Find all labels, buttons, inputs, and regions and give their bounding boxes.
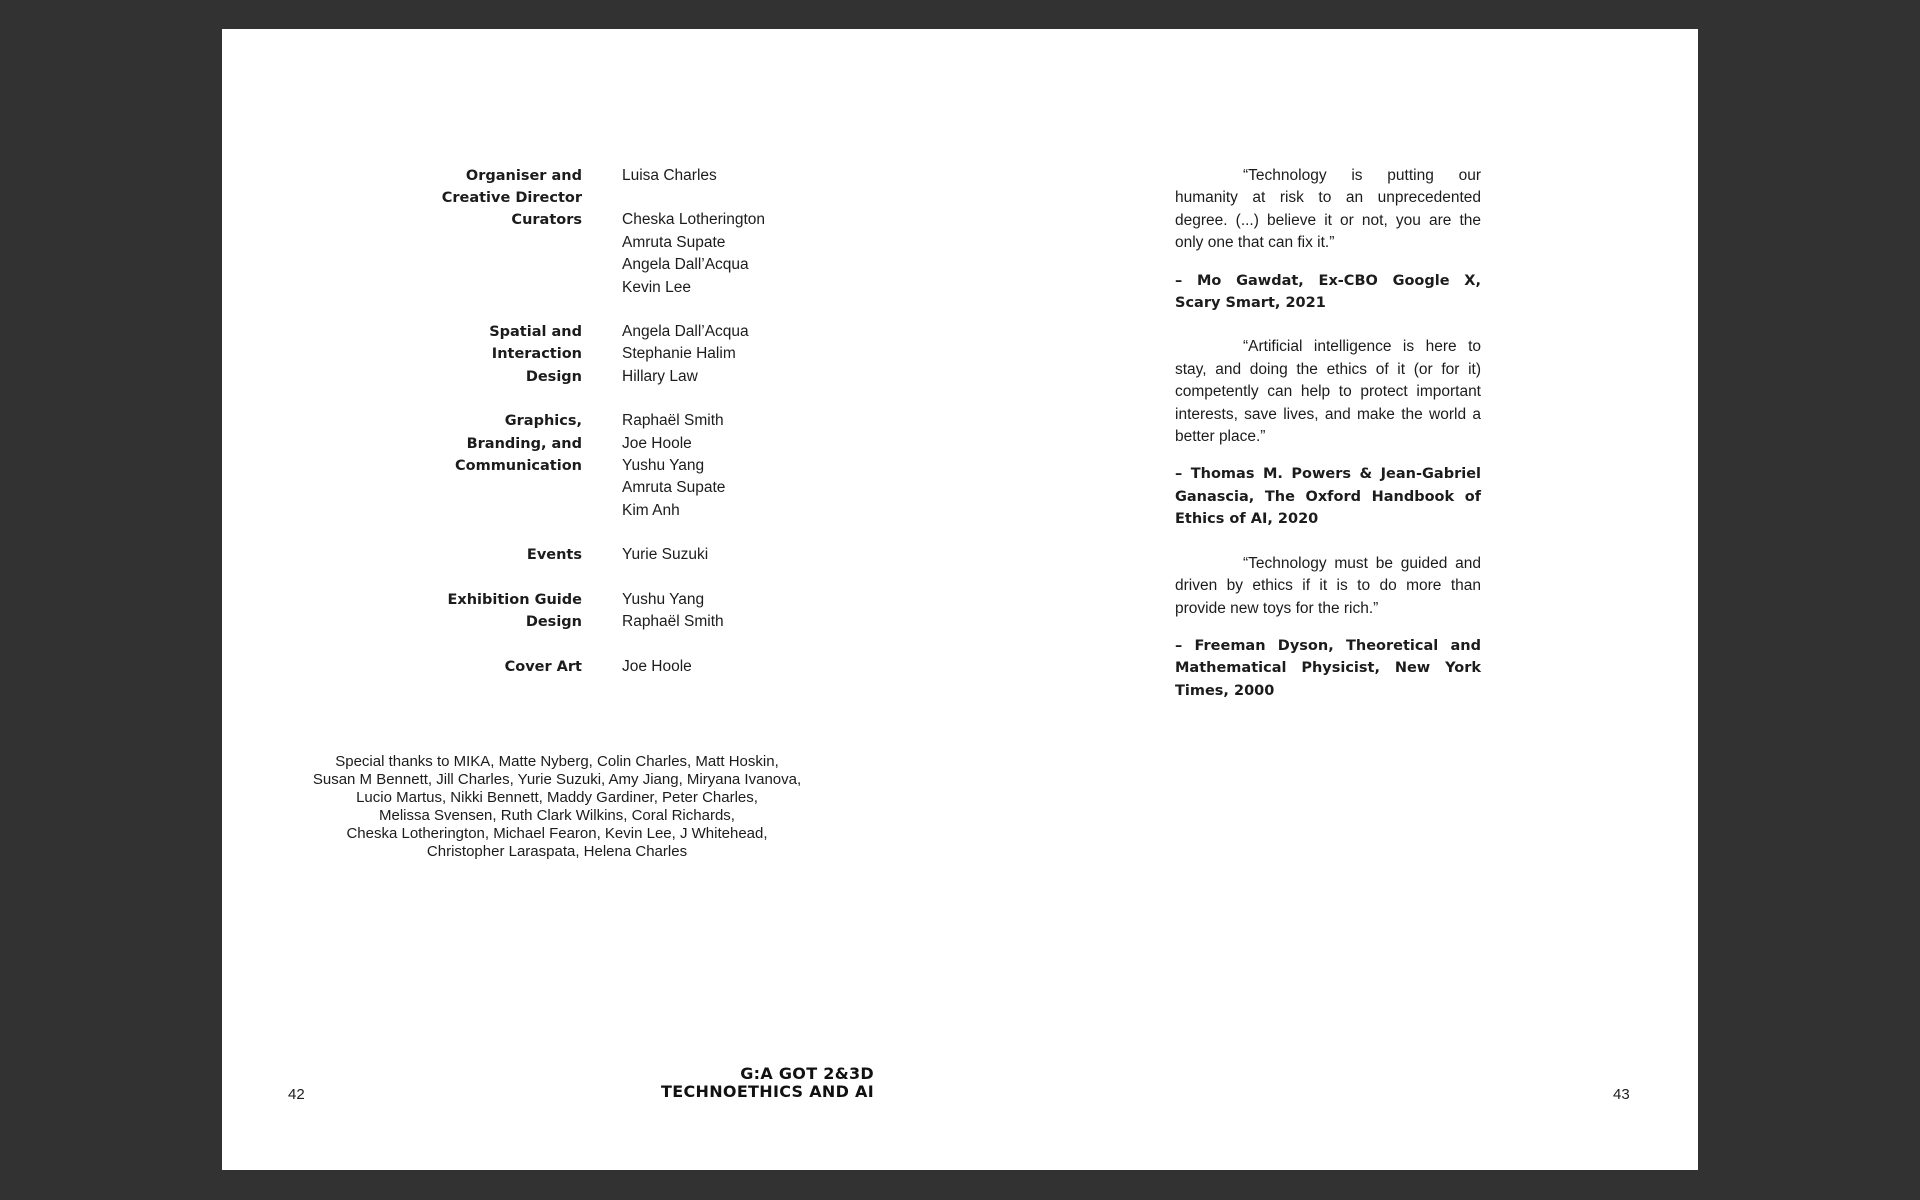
footer-title-line2: TECHNOETHICS AND AI: [661, 1082, 874, 1101]
credit-name: Yushu Yang: [622, 457, 705, 475]
credits-list: [222, 165, 1122, 700]
quote-block: [1175, 336, 1481, 530]
credit-role: Graphics, Branding, and Communication: [454, 413, 582, 475]
credit-name: Kevin Lee: [622, 278, 691, 296]
credit-names: [622, 589, 1122, 634]
credit-row: [222, 656, 1122, 678]
quote-attribution: – Mo Gawdat, Ex-CBO Google X, Scary Smart, 2021: [1175, 272, 1481, 312]
credit-name: Yushu Yang: [622, 590, 705, 608]
credit-names: [622, 656, 1122, 678]
credit-row: [222, 209, 1122, 299]
page-number-left: 42: [288, 1086, 305, 1103]
credit-name: Joe Hoole: [622, 657, 692, 675]
quote-block: [1175, 553, 1481, 702]
quote-attribution: – Thomas M. Powers & Jean-Gabriel Ganascia, The Oxford Handbook of Ethics of AI, 2020: [1175, 466, 1481, 528]
quote-text: “Technology must be guided and driven by ethics if it is to do more than provide new toys for the rich.”: [1175, 554, 1481, 617]
credit-names: [622, 165, 1122, 187]
credit-name: Amruta Supate: [622, 479, 726, 497]
quote-attribution: – Freeman Dyson, Theoretical and Mathematical Physicist, New York Times, 2000: [1175, 637, 1481, 699]
credit-name: Luisa Charles: [622, 167, 717, 184]
credit-name: Amruta Supate: [622, 233, 726, 251]
credit-name: Joe Hoole: [622, 434, 692, 452]
special-thanks: Special thanks to MIKA, Matte Nyberg, Colin Charles, Matt Hoskin, Susan M Bennett, Jill Charles, Yurie Suzuki, Amy Jiang, Miryana Ivanova, Lucio Martus, Nikki Bennett, Maddy Gardiner, Peter Charles, Melissa Svensen, Ruth Clark Wilkins, Coral Richards, Cheska Lotherington, Michael Fearon, Kevin Lee, J Whitehead, Christopher Laraspata, Helena Charles: [312, 753, 802, 860]
credit-name: Hillary Law: [622, 367, 698, 385]
page-spread: [222, 29, 1698, 1170]
credit-role: Curators: [511, 212, 582, 229]
credit-name: Stephanie Halim: [622, 345, 736, 363]
footer-title: [602, 1065, 874, 1101]
credit-names: [622, 321, 1122, 388]
credit-role: Organiser and Creative Director: [441, 168, 582, 207]
credit-name: Angela Dall’Acqua: [622, 323, 749, 341]
credit-row: [222, 589, 1122, 634]
credit-name: Raphaël Smith: [622, 613, 724, 631]
credit-row: [222, 321, 1122, 388]
quotes-column: [1175, 165, 1481, 724]
credit-role: Exhibition Guide Design: [447, 591, 582, 631]
credit-name: Yurie Suzuki: [622, 546, 709, 564]
credit-name: Kim Anh: [622, 501, 680, 519]
page-number-right: 43: [1613, 1086, 1630, 1103]
credit-name: Cheska Lotherington: [622, 211, 766, 229]
credit-names: [622, 544, 1122, 566]
credit-name: Raphaël Smith: [622, 412, 724, 430]
credit-row: [222, 410, 1122, 522]
footer-title-line1: G:A GOT 2&3D: [740, 1064, 874, 1083]
credit-names: [622, 209, 1122, 299]
credit-role: Events: [526, 547, 582, 564]
credit-role: Spatial and Interaction Design: [489, 324, 582, 385]
credit-name: Angela Dall’Acqua: [622, 256, 749, 274]
credit-row: [222, 165, 1122, 207]
quote-text: “Artificial intelligence is here to stay, and doing the ethics of it (or for it) competently can help to protect important interests, save lives, and make the world a better place.”: [1175, 338, 1481, 446]
quote-block: [1175, 165, 1481, 314]
credit-row: [222, 544, 1122, 566]
credit-role: Cover Art: [504, 658, 582, 675]
quote-text: “Technology is putting our humanity at risk to an unprecedented degree. (...) believe it or not, you are the only one that can fix it.”: [1175, 167, 1481, 252]
credit-names: [622, 410, 1122, 522]
